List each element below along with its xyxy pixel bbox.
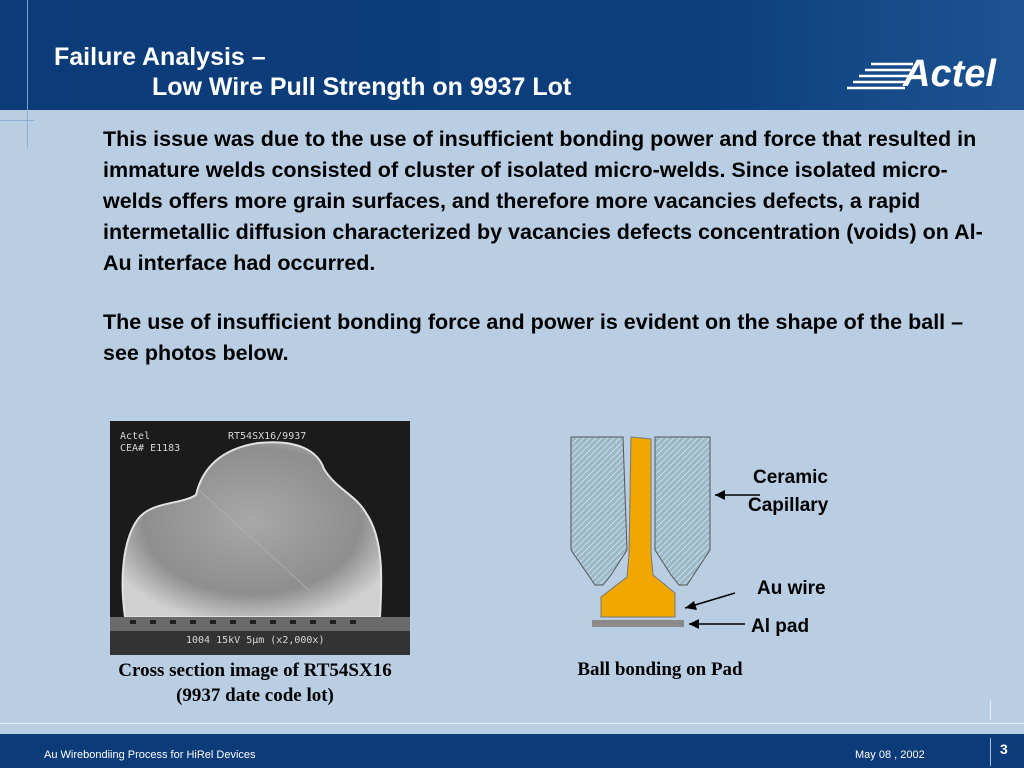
label-au-wire: Au wire [757,578,826,599]
body-text [103,124,983,369]
label-al-pad: Al pad [751,616,810,637]
capillary-left-wall [571,437,627,585]
capillary-right-wall [655,437,710,585]
page-number-separator [990,738,991,766]
actel-logo [845,52,1007,96]
sem-label-scale: 1004 15kV 5μm (x2,000x) [186,635,325,646]
slide-title [54,42,571,102]
ball-bonding-diagram [555,425,855,640]
header-accent-line [27,0,28,110]
logo-text: Actel [903,53,996,95]
sem-caption [80,658,430,708]
sem-label-cea: CEA# E1183 [120,443,181,454]
sem-caption-line-2: (9937 date code lot) [176,685,334,706]
sem-caption-line-1: Cross section image of RT54SX16 [118,660,392,681]
footer-title: Au Wirebondiing Process for HiRel Devices [44,749,256,761]
title-line-2: Low Wire Pull Strength on 9937 Lot [152,73,572,101]
sem-photo-graphic [110,421,410,655]
label-capillary: Capillary [748,495,829,516]
paragraph-2: The use of insufficient bonding force and power is evident on the shape of the ball – see photos below. [103,310,964,365]
footer-date: May 08 , 2002 [855,749,925,761]
label-ceramic: Ceramic [753,467,828,488]
sem-cross-section-image [110,421,410,655]
footer-divider [0,723,1024,724]
page-number: 3 [1000,741,1008,757]
title-line-1: Failure Analysis – [54,43,266,71]
diagram-caption: Ball bonding on Pad [577,659,743,680]
al-pad-shape [592,620,684,627]
sem-label-company: Actel [120,431,151,442]
left-rule [27,110,28,148]
paragraph-1: This issue was due to the use of insufficient bonding power and force that resulted in immature welds consisted of cluster of isolated micro-welds. Since isolated micro-welds offers more grain surfaces, and therefore more vacancies defects, a rapid intermetallic diffusion characterized by vacancies defects concentration (voids) on Al-Au interface had occurred. [103,127,983,275]
footer-vertical-rule [990,700,991,720]
left-tick [0,120,34,121]
sem-label-part: RT54SX16/9937 [228,431,307,442]
